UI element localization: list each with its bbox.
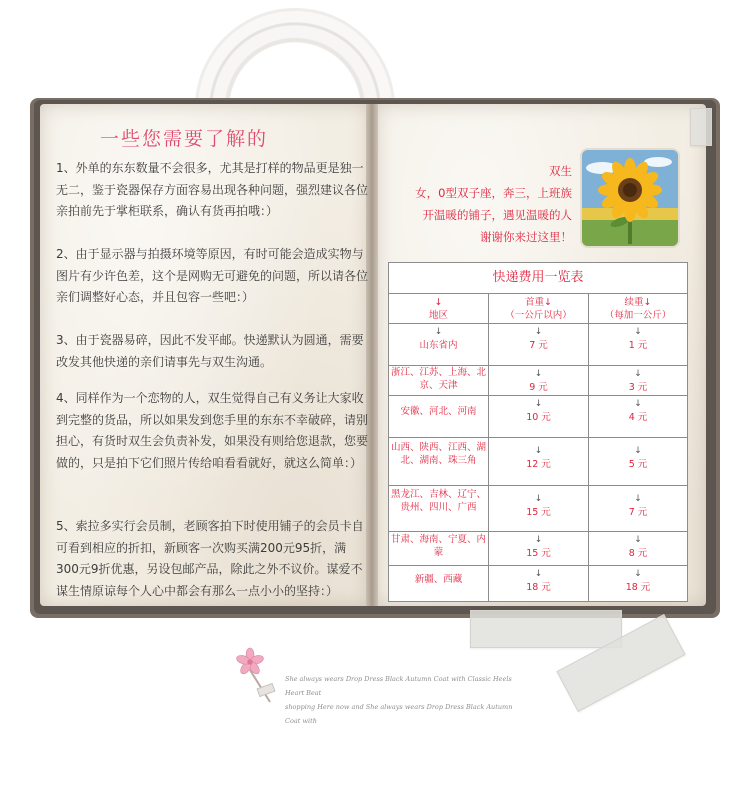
header-line: 地区 [428,310,448,321]
first-weight-text: 7 元 [529,340,548,351]
table-row [389,323,687,366]
header-extra-weight [589,293,687,323]
notice-paragraph-3: 3、由于瓷器易碎，因此不发平邮。快递默认为圆通，需要改发其他快递的亲们请事先与双生沟通。 [56,333,364,369]
table-row [389,437,687,486]
extra-weight-cell [589,365,687,395]
header-line: 续重↓ [624,297,652,308]
first-weight-text: 12 元 [526,459,551,470]
extra-weight-cell [589,323,687,365]
extra-weight-text: 5 元 [628,459,648,470]
arrow-icon: ↓ [534,494,543,504]
header-first-weight [489,293,589,323]
intro-line: 谢谢你来过这里！ [480,230,572,244]
arrow-icon: ↓ [634,369,642,379]
arrow-icon: ↓ [634,569,642,579]
arrow-icon: ↓ [534,535,543,545]
sunflower-photo [582,150,678,246]
table-row [389,395,687,438]
arrow-icon: ↓ [534,327,543,337]
first-weight-cell [489,323,589,365]
table-row [389,485,687,532]
script-line: shopping Here now and She always wears Drop Dress Black Autumn Coat with [285,703,513,725]
arrow-icon: ↓ [634,494,642,504]
first-weight-cell [489,365,589,395]
extra-weight-cell [589,437,687,485]
tape-strip [470,610,622,648]
region-text: 甘肃、海南、宁夏、内蒙 [390,534,486,558]
first-weight-cell [489,565,589,601]
first-weight-cell [489,437,589,485]
page-title: 一些您需要了解的 [100,128,269,150]
sunflower-icon [582,150,678,246]
arrow-icon: ↓ [534,569,543,579]
decorative-script-text [285,672,515,728]
extra-weight-text: 18 元 [625,582,651,593]
first-weight-text: 9 元 [529,382,548,393]
flower-drawing [236,646,280,706]
extra-weight-cell [589,531,687,565]
arrow-icon: ↓ [534,399,543,409]
shop-intro [392,160,572,248]
header-line: （每加一公斤） [604,310,672,321]
script-line: She always wears Drop Dress Black Autumn Coat with Classic Heels Heart Beat [285,675,512,697]
notice-paragraph-1: 1、外单的东东数量不会很多，尤其是打样的物品更是独一无二，鉴于瓷器保存方面容易出现各种问题，强烈建议各位亲拍前先于掌柜联系，确认有货再拍哦：） [56,161,369,218]
region-cell [389,437,489,485]
arrow-icon: ↓ [634,446,642,456]
table-row [389,565,687,601]
header-line: 首重↓ [525,297,552,308]
extra-weight-text: 3 元 [628,382,648,393]
arrow-icon: ↓ [634,399,642,409]
intro-line: 女，0型双子座，奔三，上班族 [415,186,572,200]
region-text: 山东省内 [419,340,458,351]
extra-weight-text: 4 元 [628,412,648,423]
fee-table-title: 快递费用一览表 [389,263,687,294]
notice-paragraph-4: 4、同样作为一个恋物的人，双生觉得自己有义务让大家收到完整的货品，所以如果发到您手里的东东不幸破碎，请别担心，有货时双生会负责补发，如果没有则给您退款，您要做的，只是拍下它们照片传给咱看看就好，就这么简单：） [56,391,369,470]
first-weight-text: 15 元 [526,548,551,559]
table-header-row [389,293,687,324]
first-weight-text: 18 元 [526,582,551,593]
region-cell [389,565,489,601]
first-weight-text: 15 元 [526,507,551,518]
header-line: ↓ [434,297,443,308]
first-weight-text: 10 元 [526,412,551,423]
extra-weight-text: 7 元 [628,507,648,518]
arrow-icon: ↓ [634,327,642,337]
region-text: 黑龙江、吉林、辽宁、贵州、四川、广西 [390,489,486,513]
region-text: 安徽、河北、河南 [400,406,477,417]
extra-weight-text: 1 元 [628,340,648,351]
extra-weight-cell [589,395,687,437]
first-weight-cell [489,485,589,531]
arrow-icon: ↓ [534,446,543,456]
region-cell [389,323,489,365]
arrow-icon: ↓ [534,369,543,379]
region-cell [389,395,489,437]
region-text: 浙江、江苏、上海、北京、天津 [390,367,486,391]
intro-line: 双生 [549,164,572,178]
table-row [389,365,687,396]
header-line: （一公斤以内） [505,310,572,321]
first-weight-cell [489,531,589,565]
first-weight-cell [489,395,589,437]
region-cell [389,485,489,531]
extra-weight-cell [589,565,687,601]
cherry-blossom-icon [236,646,280,710]
intro-line: 开温暖的铺子，遇见温暖的人 [422,208,572,222]
region-cell [389,365,489,395]
extra-weight-text: 8 元 [628,548,648,559]
table-row [389,531,687,566]
header-region [389,293,489,323]
tape-strip [690,108,712,146]
arrow-icon: ↓ [634,535,642,545]
notice-paragraph-5: 5、索拉多实行会员制，老顾客拍下时使用铺子的会员卡自可看到相应的折扣，新顾客一次购买满200元95折，满300元9折优惠，另设包邮产品，除此之外不议价。谋爱不谋生情原谅每个人心中都会有那么一点小小的坚持：） [56,519,364,598]
extra-weight-cell [589,485,687,531]
shipping-fee-table [388,262,688,602]
region-text: 新疆、西藏 [414,574,463,585]
region-cell [389,531,489,565]
notice-paragraph-2: 2、由于显示器与拍摄环境等原因，有时可能会造成实物与图片有少许色差，这个是网购无可避免的问题，所以请各位亲们调整好心态，并且包容一些吧：） [56,247,369,304]
region-text: 山西、陕西、江西、湖北、湖南、珠三角 [390,442,486,466]
arrow-icon: ↓ [434,327,443,337]
